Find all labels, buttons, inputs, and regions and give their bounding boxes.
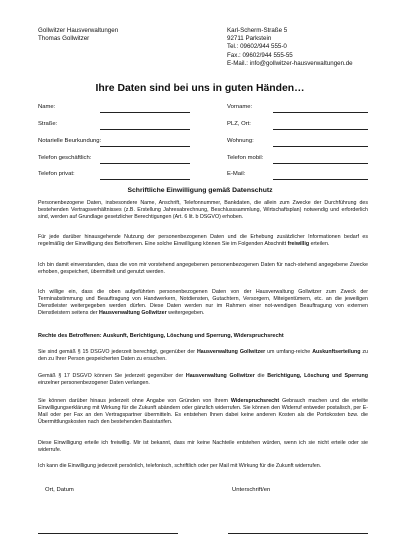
sender-block [38,27,118,43]
field-apartment[interactable] [273,146,368,147]
paragraph-right-of-access: Sie sind gemäß § 15 DSGVO jederzeit berechtigt, gegenüber der Hausverwaltung Gollwitzer um umfang-reiche Auskunftserteilung zu den zu Ihrer Person gespeicherten Daten zu ersuchen. [38,349,368,362]
signature-line[interactable] [228,533,368,534]
paragraph-revocation: Ich kann die Einwilligung jederzeit persönlich, telefonisch, schriftlich oder per Mail mit Wirkung für die Zukunft widerrufen. [38,463,322,469]
fax: Fax.: 09602/944 555-55 [227,51,293,59]
date-line[interactable] [38,533,178,534]
field-firstname[interactable] [273,112,368,113]
label-firstname: Vorname: [227,104,253,110]
label-street: Straße: [38,121,58,127]
rights-heading: Rechte des Betroffenen: Auskunft, Berichtigung, Löschung und Sperrung, Widerspruchsrecht [38,333,284,339]
label-phone-private: Telefon privat: [38,171,75,177]
street: Karl-Scherm-Straße 5 [227,27,288,34]
field-notary[interactable] [100,146,190,147]
signature-label: Unterschrift/en [232,487,271,493]
city: 92711 Parkstein [227,35,272,43]
paragraph-data-sharing: Ich willige ein, dass die oben aufgeführten personenbezogenen Daten von der Hausverwaltung Gollwitzer zum Zweck der Terminabstimmung und Beauftragung von Handwerkern, Notdiensten, Gutachtern, Versorgern, Miteigentümern, etc. an die jeweiligen Dienstleister weitergegeben werden dürfen. Diese Daten werden nur im Rahmen einer not-wendigen Beauftragung von externen Dienstleistern seitens der Hausverwaltung Gollwitzer weitergegeben. [38,289,368,316]
page-title: Ihre Daten sind bei uns in guten Händen… [95,83,305,94]
label-phone-business: Telefon geschäftlich: [38,155,92,161]
field-email[interactable] [273,179,368,180]
field-zip-city[interactable] [273,129,368,130]
paragraph-objection: Sie können darüber hinaus jederzeit ohne Angabe von Gründen von Ihrem Widerspruchsrecht Gebrauch machen und die erteilte Einwilligungserklärung mit Wirkung für die Zukunft abändern oder gänzlich widerrufen. Sie können den Widerruf entweder postalisch, per E-Mail oder per Fax an den Vertragspartner übermitteln. Es entstehen Ihnen dabei keine anderen Kosten als die Portokosten bzw. die Übermittlungskosten nach den bestehenden Basistarifen. [38,398,368,425]
company-name: Gollwitzer Hausverwaltungen [38,27,119,34]
label-name: Name: [38,104,56,110]
label-phone-mobile: Telefon mobil: [227,155,264,161]
section-title: Schriftliche Einwilligung gemäß Datenschutz [127,187,273,194]
email: E-Mail.: info@gollwitzer-hausverwaltungen.de [227,59,353,67]
field-street[interactable] [100,129,190,130]
label-email: E-Mail: [227,171,246,177]
address-block [227,27,353,68]
paragraph-correction: Gemäß § 17 DSGVO können Sie jederzeit gegenüber der Hausverwaltung Gollwitzer die Berichtigung, Löschung und Sperrung einzelner personenbezogener Daten verlangen. [38,373,369,386]
label-zip-city: PLZ, Ort: [227,121,251,127]
field-name[interactable] [100,112,190,113]
label-notary: Notarielle Beurkundung: [38,138,102,144]
date-label: Ort, Datum [45,487,74,493]
paragraph-legal-basis: Personenbezogene Daten, insbesondere Name, Anschrift, Telefonnummer, Bankdaten, die allein zum Zwecke der Durchführung des bestehenden Vertragsverhältnisses (z.B. Erstellung Jahresabrechnung, Beschlusssammlung, Wirtschaftsplan) notwendig und erforderlich sind, werden auf Grundlage gesetzlicher Berechtigungen (Art. 6 lit. b DSGVO) erhoben. [38,200,368,220]
paragraph-voluntary: Diese Einwilligung erteile ich freiwillig. Mir ist bekannt, dass mir keine Nachteile entstehen würden, wenn ich sie nicht erteile oder sie widerrufe. [38,440,368,453]
paragraph-agreement: Ich bin damit einverstanden, dass die von mir vorstehend angegebenen personenbezogenen Daten für nach-stehend angegebene Zwecke erhoben, gespeichert, übermittelt und genutzt werden. [38,262,368,275]
field-phone-mobile[interactable] [273,163,368,164]
contact-name: Thomas Gollwitzer [38,35,90,43]
paragraph-consent-intro: Für jede darüber hinausgehende Nutzung der personenbezogenen Daten und die Erhebung zusätzlicher Informationen bedarf es regelmäßig der Einwilligung des Betroffenen. Eine solche Einwilligung können Sie im Folgenden Abschnitt freiwillig erteilen. [38,234,368,247]
field-phone-private[interactable] [100,179,190,180]
field-phone-business[interactable] [100,163,190,164]
phone: Tel.: 09602/944 555-0 [227,43,287,51]
label-apartment: Wohnung: [227,138,254,144]
